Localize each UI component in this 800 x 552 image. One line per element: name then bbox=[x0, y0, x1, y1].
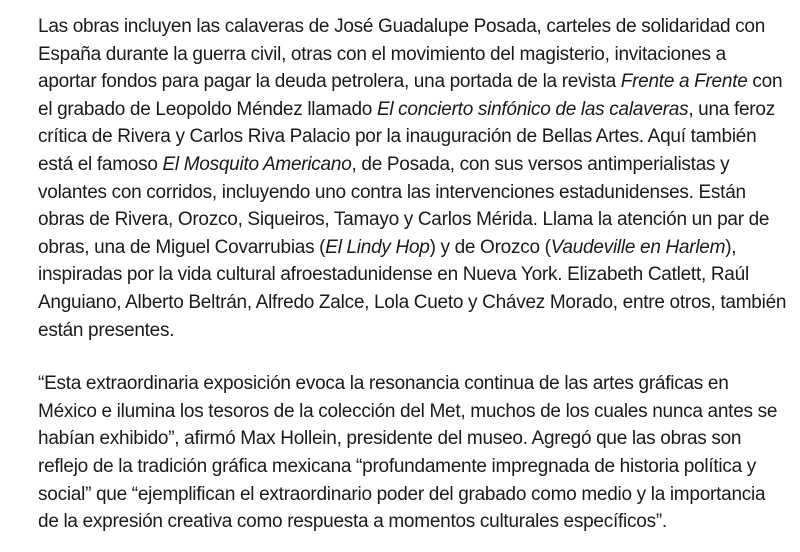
paragraph-text: ), inspiradas por la vida cultural afroestadunidense en Nueva York. Elizabeth Catlett, Raúl Anguiano, Alberto Beltrán, Alfredo Zalce, Lola Cueto y Chávez Morado, entre otros, también están presentes. bbox=[38, 236, 787, 341]
artwork-title: El Mosquito Americano bbox=[162, 153, 352, 175]
artwork-title: El Lindy Hop bbox=[325, 236, 430, 258]
magazine-title: Frente a Frente bbox=[620, 71, 748, 93]
artwork-title: Vaudeville en Harlem bbox=[550, 236, 726, 258]
paragraph-text: con el grabado de Leopoldo Méndez llamado bbox=[38, 71, 783, 120]
article-body bbox=[38, 13, 788, 536]
artwork-title: El concierto sinfónico de las calaveras bbox=[376, 98, 689, 120]
paragraph-text: , de Posada, con sus versos antimperialistas y volantes con corridos, incluyendo uno contra las intervenciones estadunidenses. Están obras de Rivera, Orozco, Siqueiros, Tamayo y Carlos Mérida. Llama la atención un par de obras, una de Miguel Covarrubias ( bbox=[38, 153, 770, 258]
article-paragraph-2: “Esta extraordinaria exposición evoca la resonancia continua de las artes gráficas en México e ilumina los tesoros de la colección del Met, muchos de los cuales nunca antes se habían exhibido”, afirmó Max Hollein, presidente del museo. Agregó que las obras son reflejo de la tradición gráfica mexicana “profundamente impregnada de historia política y social” que “ejemplifican el extraordinario poder del grabado como medio y la importancia de la expresión creativa como respuesta a momentos culturales específicos”. bbox=[38, 373, 778, 533]
paragraph-text: Las obras incluyen las calaveras de José Guadalupe Posada, carteles de solidaridad con España durante la guerra civil, otras con el movimiento del magisterio, invitaciones a aportar fondos para pagar la deuda petrolera, una portada de la revista bbox=[38, 16, 766, 93]
article-paragraph-1 bbox=[38, 13, 788, 344]
paragraph-text: ) y de Orozco ( bbox=[429, 236, 551, 258]
paragraph-text: , una feroz crítica de Rivera y Carlos Riva Palacio por la inauguración de Bellas Artes. Aquí también está el famoso bbox=[38, 98, 775, 175]
